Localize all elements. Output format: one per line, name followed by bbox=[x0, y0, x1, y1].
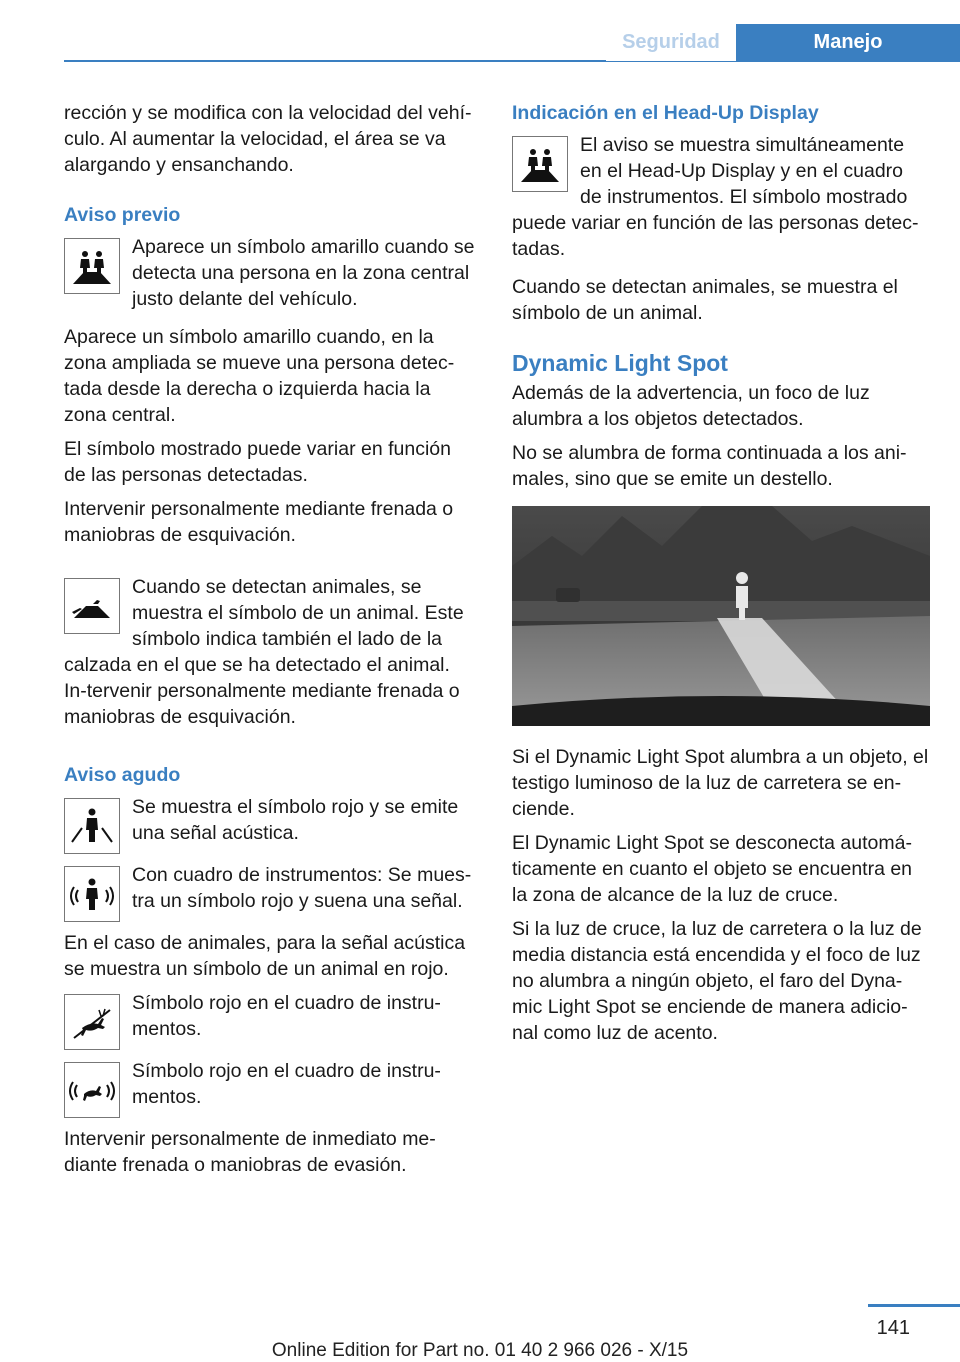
symbol-row-hud bbox=[512, 132, 930, 270]
person-red-warning-icon bbox=[64, 798, 120, 854]
night-road-photo bbox=[512, 506, 930, 726]
paragraph-animales-rojo: En el caso de animales, para la señal acústica se muestra un símbolo de un animal en rojo. bbox=[64, 932, 466, 980]
person-acoustic-icon bbox=[64, 866, 120, 922]
tab-manejo[interactable]: Manejo bbox=[736, 24, 960, 61]
paragraph-intervenir-1: Intervenir personalmente mediante frenada o maniobras de esquivación. bbox=[64, 498, 454, 546]
symbol-row-persons bbox=[64, 234, 478, 320]
heading-hud: Indicación en el Head-Up Display bbox=[512, 102, 819, 124]
heading-aviso-agudo: Aviso agudo bbox=[64, 764, 181, 786]
persons-warning-icon bbox=[64, 238, 120, 294]
heading-dynamic-light-spot: Dynamic Light Spot bbox=[512, 350, 728, 376]
heading-aviso-previo: Aviso previo bbox=[64, 204, 181, 226]
paragraph-zona-ampliada: Aparece un símbolo amarillo cuando, en la zona ampliada se mueve una persona detec-tada desde la derecha o izquierda hacia la zona central. bbox=[64, 326, 455, 426]
paragraph-sym-animal: Cuando se detectan animales, se muestra el símbolo de un animal. Este símbolo indica también el lado de la calzada en el que se ha detectado el animal. In-tervenir personalmente mediante frenada o maniobras de esquivación. bbox=[64, 576, 464, 728]
tab-seguridad[interactable]: Seguridad bbox=[606, 24, 736, 61]
paragraph-variar: El símbolo mostrado puede variar en función de las personas detectadas. bbox=[64, 438, 451, 486]
paragraph-dls-4: El Dynamic Light Spot se desconecta automá-ticamente en cuanto el objeto se encuentra en la zona de alcance de la luz de cruce. bbox=[512, 832, 913, 906]
symbol-row-red bbox=[64, 794, 478, 858]
symbol-row-deer-2 bbox=[64, 1058, 478, 1122]
page-number: 141 bbox=[876, 1317, 910, 1339]
paragraph-sym-hud: El aviso se muestra simultáneamente en el Head-Up Display y en el cuadro de instrumentos. El símbolo mostrado puede variar en función de las personas detec-tadas. bbox=[512, 134, 919, 260]
hud-persons-icon bbox=[512, 136, 568, 192]
paragraph-dls-1: Además de la advertencia, un foco de luz alumbra a los objetos detectados. bbox=[512, 382, 870, 430]
paragraph-sym-rojo: Se muestra el símbolo rojo y se emite una señal acústica. bbox=[132, 796, 459, 844]
footer-rule bbox=[868, 1304, 960, 1307]
paragraph-dls-3: Si el Dynamic Light Spot alumbra a un objeto, el testigo luminoso de la luz de carretera se en-ciende. bbox=[512, 746, 929, 820]
symbol-row-deer-1 bbox=[64, 990, 478, 1054]
animal-road-icon bbox=[64, 578, 120, 634]
paragraph-sym-persons: Aparece un símbolo amarillo cuando se detecta una persona en la zona central justo delante del vehículo. bbox=[132, 236, 475, 310]
paragraph-sym-deer-2: Símbolo rojo en el cuadro de instru-mentos. bbox=[132, 1060, 441, 1108]
paragraph-intro: rección y se modifica con la velocidad del vehí-culo. Al aumentar la velocidad, el área se va alargando y ensanchando. bbox=[64, 102, 472, 176]
paragraph-dls-2: No se alumbra de forma continuada a los ani-males, sino que se emite un destello. bbox=[512, 442, 907, 490]
symbol-row-cuadro bbox=[64, 862, 478, 926]
paragraph-sym-deer-1: Símbolo rojo en el cuadro de instru-mentos. bbox=[132, 992, 441, 1040]
right-column bbox=[512, 100, 930, 1054]
paragraph-intervenir-2: Intervenir personalmente de inmediato me-diante frenada o maniobras de evasión. bbox=[64, 1128, 436, 1176]
paragraph-dls-5: Si la luz de cruce, la luz de carretera o la luz de media distancia está encendida y el foco de luz no alumbra a ningún objeto, el faro del Dyna-mic Light Spot se enciende de manera adicio-nal como luz de acento. bbox=[512, 918, 922, 1044]
paragraph-hud-animal: Cuando se detectan animales, se muestra el símbolo de un animal. bbox=[512, 276, 898, 324]
deer-acoustic-icon bbox=[64, 1062, 120, 1118]
left-column bbox=[64, 100, 478, 1186]
paragraph-sym-cuadro: Con cuadro de instrumentos: Se mues-tra un símbolo rojo y suena una señal. bbox=[132, 864, 472, 912]
symbol-row-animal-road bbox=[64, 574, 478, 738]
edition-footer: Online Edition for Part no. 01 40 2 966 026 - X/15 bbox=[271, 1340, 689, 1361]
deer-warning-icon bbox=[64, 994, 120, 1050]
